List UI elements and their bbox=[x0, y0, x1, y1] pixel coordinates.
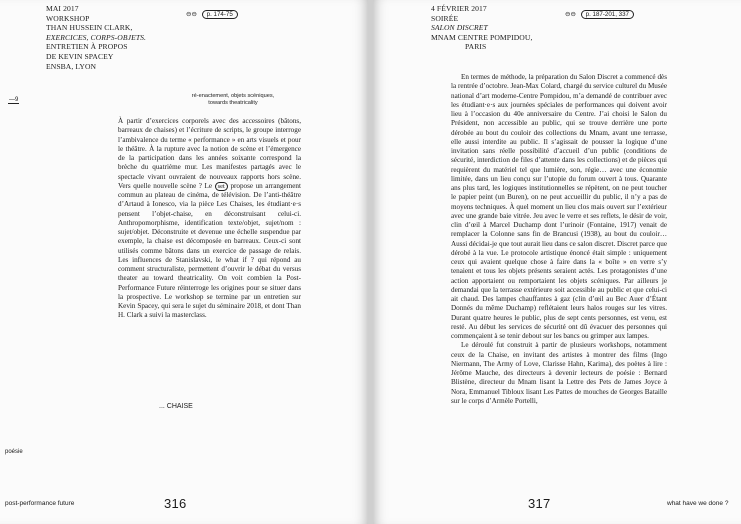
page-reference bbox=[565, 10, 634, 18]
header-event-type: WORKSHOP bbox=[46, 13, 90, 23]
margin-note: —9 bbox=[9, 97, 19, 103]
page-reference bbox=[186, 10, 238, 18]
poesie-note: poésie bbox=[5, 449, 23, 455]
right-paragraph-2: Le déroulé fut construit à partir de plusieurs workshops, notamment ceux de la Chaise, en invitant des artistes à montrer des films (Ingo Niermann, The Army of Love, Clarisse Hahn, Karima), des poètes à lire : Jérôme Mauche, des directeurs à devenir lecteurs de poésie : Bernard Blistène, directeur du Mnam lisant la Lettre des Pets de James Joyce à Nora, Emmanuel Tibloux lisant Les Pattes de mouches de Georges Bataille sur le corps d’Armèle Portelli, bbox=[451, 341, 667, 405]
right-body-text bbox=[451, 73, 667, 406]
right-page bbox=[373, 0, 741, 524]
inline-tag-set: set bbox=[215, 182, 228, 191]
reference-icon: ⊖⊖ bbox=[186, 11, 197, 18]
header-location: ENSBA, LYON bbox=[46, 61, 97, 71]
page-number: 316 bbox=[164, 496, 187, 511]
caption-line-1: ré-enactement, objets scéniques, bbox=[191, 93, 275, 99]
left-body-text bbox=[118, 117, 301, 321]
chaise-label: ... CHAISE bbox=[159, 403, 193, 410]
header-event-type: SOIRÉE bbox=[431, 13, 459, 23]
header-subtitle-1: ENTRETIEN À PROPOS bbox=[46, 42, 128, 52]
footer-label: post-performance future bbox=[5, 500, 75, 507]
header-title: SALON DISCRET bbox=[431, 23, 488, 33]
reference-icon: ⊖⊖ bbox=[565, 11, 576, 18]
left-page bbox=[0, 0, 368, 524]
header-title: EXERCICES, CORPS-OBJETS. bbox=[46, 32, 147, 42]
header-venue: MNAM CENTRE POMPIDOU, bbox=[431, 32, 533, 42]
header-date: MAI 2017 bbox=[46, 4, 79, 13]
page-number: 317 bbox=[528, 496, 551, 511]
header-artist: THAN HUSSEIN CLARK, bbox=[46, 23, 133, 33]
header-city: PARIS bbox=[465, 42, 487, 52]
right-paragraph-1: En termes de méthode, la préparation du Salon Discret a commencé dès la rentrée d’octobre. Jean-Max Colard, chargé du service culturel du Musée national d’art moderne-Centre Pompidou, m’a demandé de contribuer avec les étudiant·e·s aux journées spéciales de performances qui doivent avoir lieu à l’occasion du 40e anniversaire du Centre. J’ai choisi le Salon du Président, non accessible au public, qui se trouve derrière une porte dérobée au bout du couloir des collections du Mnam, avant une terrasse, elle aussi interdite au public. Il s’agissait de pousser la logique d’une invitation sans réelle possibilité d’accueil d’un public (conditions de sécurité, interdiction de files d’attente dans les collections) et de pièces qui requièrent du matériel tel que lumière, son, régie… avec une économie limitée, dans un lieu conçu sur l’utopie du forum ouvert à tous. Quarante ans plus tard, les logiques institutionnelles se répètent, on ne peut toucher le papier peint (un Buren), on ne peut accueillir du public, il n’y a pas de moyens techniques. À quel moment un lieu clos mais ouvert sur l’extérieur avec une grande baie vitrée. Jeu avec le verre et ses reflets, le désir de voir, clin d’œil à Marcel Duchamp dont l’urinoir (Fontaine, 1917) venait de remplacer la Colonne sans fin de Brancusi (1938), au bout du couloir… Aussi décidai-je que tout aurait lieu dans ce salon discret. Discret parce que dérobé à la vue. Le protocole artistique énoncé était simple : uniquement ceux qui avaient quelque chose à faire dans la « boîte » en verre s’y tenaient et tous les objets présents seraient actés. Les protagonistes d’une action apportaient ou remportaient les objets scéniques. Par ailleurs je demandai que la terrasse extérieure soit accessible au public et que celui-ci ait chaud. Des lampes chauffantes à gaz (clin d’œil au Bec Auer d’Étant Donnés du même Duchamp) reflétaient leurs halos rouges sur les vitres. Durant quatre heures le public, plus de sept cents personnes, est venu, est resté. Au début les services de sécurité ont dû évacuer des personnes qui commençaient à se tenir debout sur les bancs ou grimper aux lampes. bbox=[451, 73, 667, 340]
caption-line-2: towards theatricality bbox=[208, 100, 258, 106]
reference-pages: p. 187-201, 337 bbox=[581, 10, 634, 19]
right-header bbox=[431, 4, 532, 52]
left-paragraph: À partir d’exercices corporels avec des accessoires (bâtons, barreaux de chaises) et l’écriture de scripts, le groupe interroge l’ambivalence du terme « performance » en arts visuels et pour le théâtre. À la rupture avec la notion de scène et l’émergence de la participation dans les années soixante correspond la brèche du quatrième mur. Les manifestes partagés avec le spectacle vivant ouvraient de nouveaux rapports hors scène. Vers quelle nouvelle scène ? Le set propose un arrangement commun au plateau de cinéma, de télévision. De l’anti-théâtre d’Artaud à Ionesco, via la pièce Les Chaises, les étudiant·e·s pensent l’objet-chaise, en déconstruisant celui-ci. Anthropomorphisme, identification texte/objet, sujet/nom : sujet/objet. Déconstruite et devenue une échelle suspendue par exemple, la chaise est décomposée en barreaux. Ceux-ci sont utilisés comme bâtons dans un exercice de passage de relais. Les influences de Stanislavski, le what if ? qui répond au comment structuraliste, permettent d’ouvrir le débat du versus theater au toward theatricality. On voit combien la Post-Performance Future réinterroge les origines pour se situer dans la prospective. Le workshop se termine par un entretien sur Kevin Spacey, qui sera le sujet du séminaire 2018, et dont Than H. Clark a suivi la masterclass. bbox=[118, 117, 301, 320]
header-date: 4 FÉVRIER 2017 bbox=[431, 4, 487, 13]
footer-label: what have we done ? bbox=[667, 500, 729, 507]
keyword-caption bbox=[168, 93, 298, 107]
header-subtitle-2: DE KEVIN SPACEY bbox=[46, 51, 114, 61]
reference-pages: p. 174-75 bbox=[202, 10, 238, 19]
left-header bbox=[46, 4, 146, 71]
